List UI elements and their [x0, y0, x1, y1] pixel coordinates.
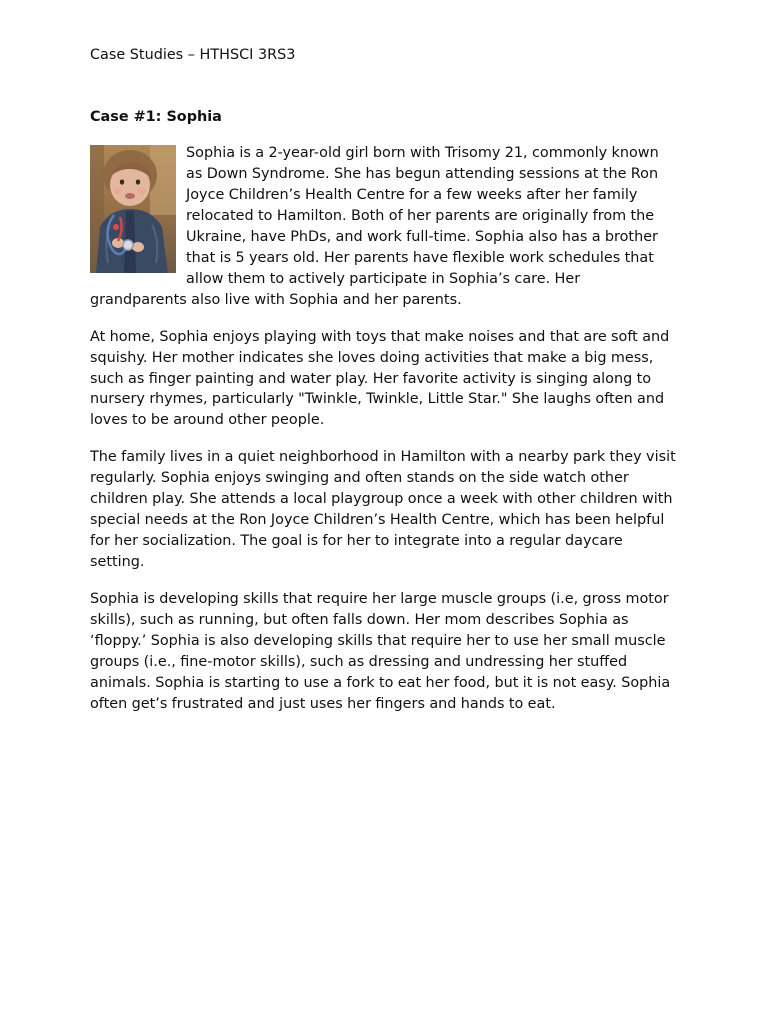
paragraph-3: The family lives in a quiet neighborhood in Hamilton with a nearby park they visit regularly. Sophia enjoys swinging and often stands on the side watch other children play. She attends a local playgroup once a week with other children with special needs at the Ron Joyce Children’s Health Centre, which has been helpful for her socialization. The goal is for her to integrate into a regular daycare setting.: [90, 449, 676, 571]
paragraph-1: [90, 143, 678, 311]
case-title: Case #1: Sophia: [90, 109, 222, 125]
paragraph-4: Sophia is developing skills that require her large muscle groups (i.e, gross motor skills), such as running, but often falls down. Her mom describes Sophia as ‘floppy.’ Sophia is also developing skills that require her to use her small muscle groups (i.e., fine-motor skills), such as dressing and undressing her stuffed animals. Sophia is starting to use a fork to eat her food, but it is not easy. Sophia often get’s frustrated and just uses her fingers and hands to eat.: [90, 591, 671, 712]
child-photo: [90, 145, 176, 273]
paragraph-2: At home, Sophia enjoys playing with toys that make noises and that are soft and squishy. Her mother indicates she loves doing activities that make a big mess, such as finger painting and water play. Her favorite activity is singing along to nursery rhymes, particularly "Twinkle, Twinkle, Little Star." She laughs often and loves to be around other people.: [90, 328, 670, 429]
child-photo-illustration: [90, 145, 176, 273]
case-body: [90, 143, 678, 731]
paragraph-1-text: Sophia is a 2-year-old girl born with Trisomy 21, commonly known as Down Syndrome. She has begun attending sessions at the Ron Joyce Children’s Health Centre for a few weeks after her family relocated to Hamilton. Both of her parents are originally from the Ukraine, have PhDs, and work full-time. Sophia also has a brother that is 5 years old. Her parents have flexible work schedules that allow them to actively participate in Sophia’s care. Her grandparents also live with Sophia and her parents.: [90, 145, 659, 308]
page-header: Case Studies – HTHSCI 3RS3: [90, 47, 296, 63]
